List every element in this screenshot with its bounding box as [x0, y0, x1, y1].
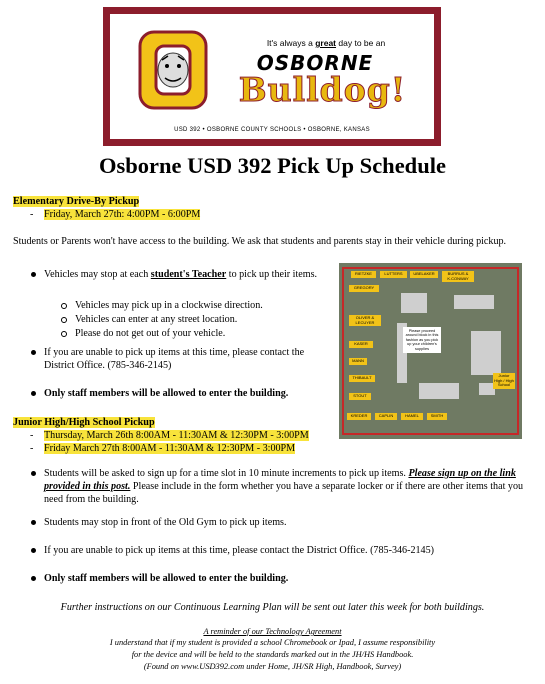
bullet-dot [31, 391, 36, 396]
elementary-sub-3: Please do not get out of your vehicle. [75, 328, 226, 339]
map-label: KASER [349, 341, 373, 348]
map-label: MANN [349, 358, 367, 365]
map-label: GREGORY [349, 285, 379, 292]
elementary-sub-2: Vehicles can enter at any street location. [75, 314, 238, 325]
elementary-intro: Students or Parents won't have access to the building. We ask that students and parents stay in their vehicle during pickup. [13, 236, 507, 247]
elementary-bullet-staff: Only staff members will be allowed to enter the building. [44, 388, 289, 399]
further-instructions: Further instructions on our Continuous Learning Plan will be sent out later this week for both buildings. [60, 602, 485, 613]
elementary-bullet-teacher: Vehicles may stop at each student's Teacher to pick up their items. [44, 269, 318, 280]
map-label: RIETZKE [351, 271, 376, 278]
building [471, 331, 501, 375]
school-banner [103, 7, 441, 146]
osborne-wordmark: OSBORNE [256, 51, 374, 75]
elementary-bullet-contact: If you are unable to pick up items at this time, please contact the District Office. (785-346-2145) [44, 347, 305, 371]
map-label: HAMEL [401, 413, 423, 420]
sub-bullet [61, 317, 67, 323]
bullet-dot [31, 520, 36, 525]
map-label: BURRUS & K.CONWAY [442, 271, 474, 282]
elementary-sub-1: Vehicles may pick up in a clockwise direction. [75, 300, 263, 311]
map-label: Junior High / High School [494, 373, 514, 387]
route-arrow [517, 267, 519, 435]
bullet-dot [31, 576, 36, 581]
bulldog-wordmark: Bulldog! [238, 70, 407, 109]
building [401, 293, 427, 313]
jh-heading: Junior High/High School Pickup [13, 417, 155, 428]
jh-date-2: Friday March 27th 8:00AM - 11:30AM & 12:30PM - 3:00PM [44, 443, 296, 454]
banner-inner [110, 14, 434, 139]
tech-agreement-line-2: for the device and will be held to the standards marked out in the JH/HS Handbook. [131, 650, 414, 659]
jh-date-1: Thursday, March 26th 8:00AM - 11:30AM & 12:30PM - 3:00PM [44, 430, 309, 441]
map-label: CAPLIN [375, 413, 397, 420]
sub-bullet [61, 303, 67, 309]
map-label: UBELAKER [410, 271, 438, 278]
building [419, 383, 459, 399]
bullet-dot [31, 272, 36, 277]
building [454, 295, 494, 309]
tech-agreement-title: A reminder of our Technology Agreement [203, 627, 342, 636]
route-arrow [343, 267, 518, 269]
map-label: LUTTERS [380, 271, 407, 278]
jh-bullet-contact: If you are unable to pick up items at this time, please contact the District Office. (785-346-2145) [44, 545, 434, 556]
tech-agreement-line-3: (Found on www.USD392.com under Home, JH/SR High, Handbook, Survey) [143, 662, 402, 671]
tech-agreement-line-1: I understand that if my student is provided a school Chromebook or Ipad, I assume responsibility [109, 638, 436, 647]
map-label: KREDER [347, 413, 371, 420]
sub-bullet [61, 331, 67, 337]
bullet-dot [31, 548, 36, 553]
jh-bullet-staff: Only staff members will be allowed to enter the building. [44, 573, 289, 584]
map-label: STOUT [349, 393, 371, 400]
elementary-date: Friday, March 27th: 4:00PM - 6:00PM [44, 209, 201, 220]
page-title: Osborne USD 392 Pick Up Schedule [99, 153, 446, 178]
dash-marker: - [30, 209, 34, 220]
jh-bullet-oldgym: Students may stop in front of the Old Gym to pick up items. [44, 517, 287, 528]
route-arrow [343, 433, 518, 435]
bullet-dot [31, 471, 36, 476]
banner-footer: USD 392 • OSBORNE COUNTY SCHOOLS • OSBORNE, KANSAS [174, 127, 370, 133]
bulldog-o-logo [138, 30, 208, 110]
dash-marker: - [30, 443, 34, 454]
map-label: SMITH [427, 413, 447, 420]
dash-marker: - [30, 430, 34, 441]
map-label: THIBAULT [349, 375, 375, 382]
route-arrow [342, 267, 344, 435]
map-note: Please proceed around block in this fashion as you pick up your children's supplies [403, 327, 441, 353]
signup-link[interactable]: Please sign up on the link provided in this post. [44, 468, 516, 492]
elementary-heading: Elementary Drive-By Pickup [13, 196, 140, 207]
bullet-dot [31, 350, 36, 355]
pickup-route-map [339, 263, 522, 439]
map-label: OLIVER & LECUYER [349, 315, 381, 326]
tagline: It's always a great day to be an [266, 38, 386, 48]
jh-bullet-signup: Students will be asked to sign up for a time slot in 10 minute increments to pick up items. Please sign up on the link provided in this post. Please include in the form whether you have a separate locker or if there are other items that you need from the building. [44, 468, 524, 505]
